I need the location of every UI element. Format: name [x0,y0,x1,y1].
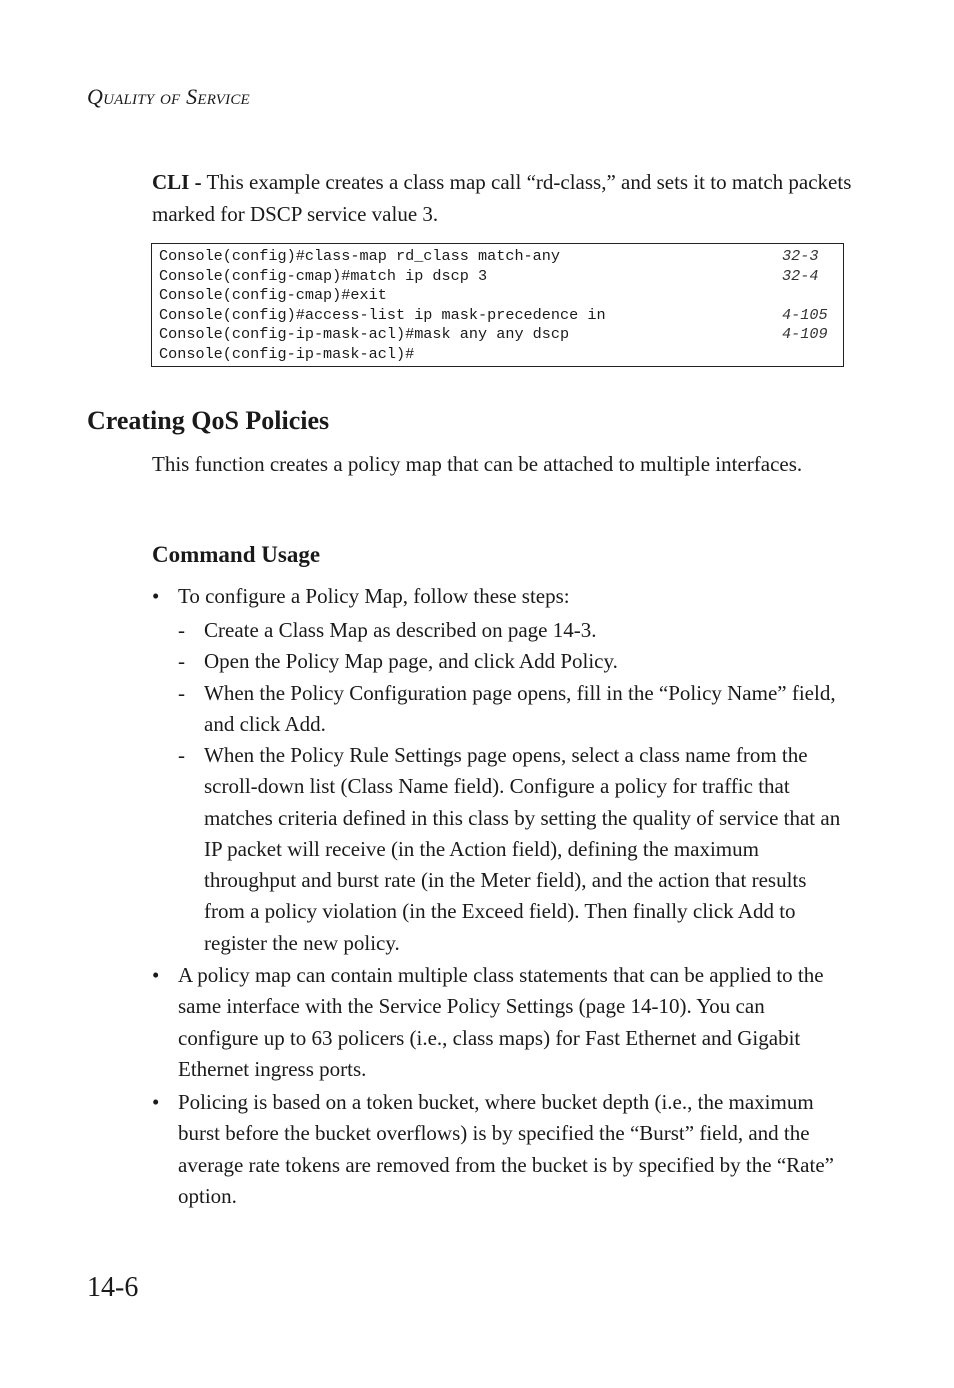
dash-marker: - [178,618,185,642]
dash-marker: - [178,649,185,673]
step-text: Create a Class Map as described on page 14-3. [204,618,597,642]
bullet-text: To configure a Policy Map, follow these steps: [178,584,570,608]
bullet-marker: • [152,963,160,987]
running-header [87,84,250,110]
code-line: Console(config)#access-list ip mask-precedence in [159,305,606,324]
cli-label: CLI - [152,170,202,194]
section-title: Creating QoS Policies [87,406,330,435]
bullet-marker: • [152,1090,160,1114]
cli-intro-paragraph [152,167,852,230]
command-usage-heading: Command Usage [152,542,321,567]
header-q: Q [87,84,104,109]
bullet-text: Policing is based on a token bucket, where bucket depth (i.e., the maximum burst before the bucket overflows) is by specified the “Burst” field, and the average rate tokens are removed from the bucket is by specified by the “Rate” option. [178,1090,834,1208]
header-of: OF [160,92,181,108]
dash-marker: - [178,743,185,767]
dash-marker: - [178,681,185,705]
code-page-ref: 32-4 [782,266,819,285]
page-number: 14-6 [87,1272,139,1303]
section-intro: This function creates a policy map that can be attached to multiple interfaces. [152,452,803,476]
code-line: Console(config)#class-map rd_class match-any [159,247,561,265]
cli-intro-text: This example creates a class map call “rd-class,” and sets it to match packets marked for DSCP service value 3. [152,170,852,226]
step-text: When the Policy Configuration page opens, fill in the “Policy Name” field, and click Add. [204,681,836,737]
step-text: When the Policy Rule Settings page opens, select a class name from the scroll-down list (Class Name field). Configure a policy for traffic that matches criteria defined in this class by setting the quality of service that an IP packet will receive (in the Action field), defining the maximum throughput and burst rate (in the Meter field), and the action that results from a policy violation (in the Exceed field). Then finally click Add to register the new policy. [204,743,841,955]
code-line: Console(config-ip-mask-acl)# [159,344,415,363]
code-line: Console(config-cmap)#exit [159,286,387,304]
step-text: Open the Policy Map page, and click Add Policy. [204,649,618,673]
code-page-ref: 4-105 [782,305,828,324]
header-s: S [186,84,198,109]
code-line: Console(config-ip-mask-acl)#mask any any dscp [159,325,570,343]
bullet-marker: • [152,584,160,608]
code-page-ref: 32-3 [782,247,819,265]
header-uality: UALITY [103,92,155,108]
bullet-text: A policy map can contain multiple class statements that can be applied to the same interface with the Service Policy Settings (page 14-10). You can configure up to 63 policers (i.e., class maps) for Fast Ethernet and Gigabit Ethernet ingress ports. [178,963,824,1081]
code-example-box [151,243,844,367]
code-page-ref: 4-109 [782,325,828,343]
code-line: Console(config-cmap)#match ip dscp 3 [159,266,488,285]
header-ervice: ERVICE [197,92,250,108]
